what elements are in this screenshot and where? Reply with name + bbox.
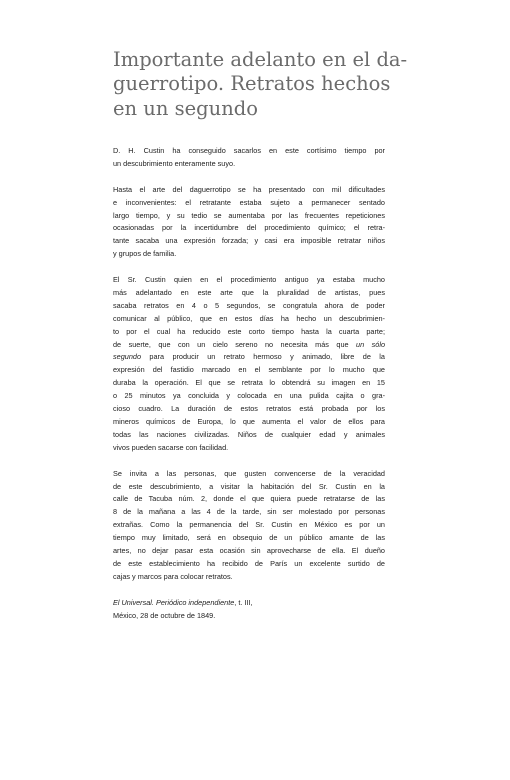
- text-line-with-italic: [113, 339, 385, 352]
- source-citation: [113, 597, 385, 623]
- article-header: [113, 48, 408, 121]
- text-line: mineros químicos de Europa, lo que aumenta el valor de ellos para: [113, 417, 385, 426]
- paragraph-3: [113, 274, 385, 455]
- italic-phrase: segundo: [113, 352, 141, 362]
- text-fragment: de suerte, que con un cielo sereno no necesita más que: [113, 339, 357, 349]
- text-line: vivos pueden sacarse con facilidad.: [113, 442, 229, 452]
- title-line: en un segundo: [113, 96, 258, 120]
- title-line: guerrotipo. Retratos hechos: [113, 72, 391, 96]
- text-line: duraba la operación. El que se retrata lo obtendrá su imagen en 15: [113, 378, 385, 388]
- citation-line: [113, 597, 385, 610]
- text-line: to por el cual ha reducido este corto tiempo hasta la cuarta parte;: [113, 326, 385, 336]
- text-line: expresión del fastidio marcado en el semblante por lo mucho que: [113, 365, 385, 375]
- text-line: Hasta el arte del daguerrotipo se ha presentado con mil dificultades: [113, 184, 385, 194]
- text-line: un descubrimiento enteramente suyo.: [113, 158, 236, 168]
- text-line: de este establecimiento ha recibido de París un excelente surtido de: [113, 558, 385, 568]
- text-line: Se invita a las personas, que gusten convencerse de la veracidad: [113, 468, 385, 478]
- text-line: artes, no dejar pasar esta ocasión sin aprovecharse de ella. El dueño: [113, 546, 385, 556]
- text-fragment: para producir un retrato hermoso y animado, libre de la: [141, 352, 385, 362]
- text-line: e inconvenientes: el retratante estaba sujeto a permanecer sentado: [113, 197, 385, 207]
- italic-phrase: un sólo: [356, 339, 386, 349]
- paragraph-1: [113, 145, 385, 171]
- article-title: [113, 48, 408, 121]
- text-line: ocasionadas por la incertidumbre del procedimiento químico; el retra-: [113, 223, 385, 233]
- text-line: tiempo muy limitado, será en obsequio de un público amante de las: [113, 533, 385, 543]
- article-body: [113, 145, 385, 622]
- text-line: cioso cuadro. La duración de estos retratos está probada por los: [113, 404, 385, 414]
- paragraph-4: [113, 468, 385, 584]
- text-line: todas las naciones civilizadas. Niños de cualquier edad y animales: [113, 429, 385, 439]
- text-line: más adelantado en este arte que la pluralidad de artistas, pues: [113, 287, 385, 297]
- text-line: sacaba retratos en 4 o 5 segundos, se congratula ahora de poder: [113, 300, 385, 310]
- title-line: Importante adelanto en el da-: [113, 48, 408, 71]
- text-line: El Sr. Custin quien en el procedimiento antiguo ya estaba mucho: [113, 275, 385, 285]
- text-line: comunicar al público, que en estos días ha hecho un descubrimien-: [113, 313, 385, 323]
- text-line: D. H. Custin ha conseguido sacarlos en este cortísimo tiempo por: [113, 146, 385, 155]
- publication-name: El Universal. Periódico independiente: [113, 597, 235, 607]
- paragraph-2: [113, 184, 385, 261]
- text-line: tante sacaba una expresión forzada; y casi era imposible retratar niños: [113, 236, 385, 246]
- text-line: y grupos de familia.: [113, 249, 177, 259]
- text-line: cajas y marcos para colocar retratos.: [113, 571, 233, 581]
- text-line: largo tiempo, y su tedio se aumentaba por las frecuentes repeticiones: [113, 210, 385, 220]
- text-line: calle de Tacuba núm. 2, donde el que quiera puede retratarse de las: [113, 494, 385, 504]
- text-line-with-italic: [113, 351, 385, 364]
- text-line: o 25 minutos ya concluida y colocada en una pulida cajita o gra-: [113, 391, 385, 401]
- volume: , t. III,: [234, 597, 253, 607]
- text-line: 8 de la mañana a las 4 de la tarde, sin ser molestado por personas: [113, 507, 385, 517]
- place-date: México, 28 de octubre de 1849.: [113, 610, 216, 620]
- text-line: de este descubrimiento, a visitar la habitación del Sr. Custin en la: [113, 481, 385, 491]
- text-line: extrañas. Como la permanencia del Sr. Custin en México es por un: [113, 520, 385, 530]
